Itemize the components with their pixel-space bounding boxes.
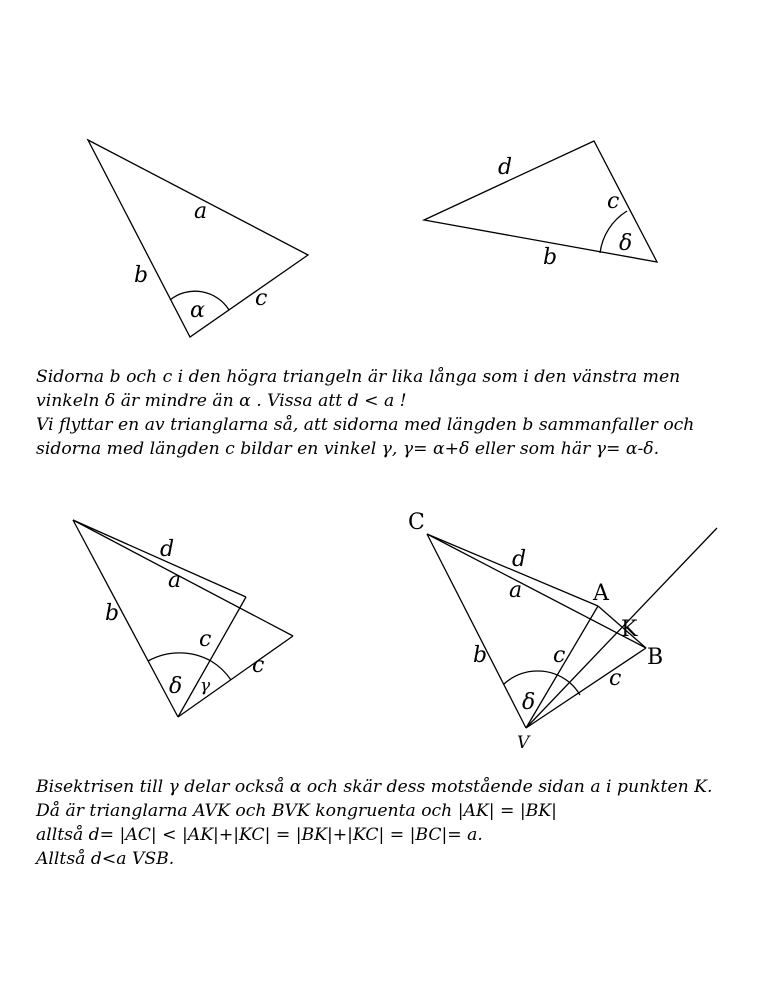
label-b: b — [134, 263, 149, 288]
label-a: a — [168, 568, 182, 593]
side-VB — [526, 648, 646, 728]
label-C: C — [408, 510, 425, 535]
label-gamma: γ — [200, 676, 211, 696]
angle-arc-inner — [148, 653, 211, 661]
label-c-outer: c — [252, 653, 265, 678]
label-b: b — [105, 601, 120, 626]
label-V: V — [517, 733, 530, 753]
proof-text — [36, 775, 756, 871]
side-c-outer — [178, 636, 293, 717]
text-line: Sidorna b och c i den högra triangeln är lika långa som i den vänstra men — [36, 367, 681, 387]
label-a: a — [509, 578, 523, 603]
label-d: d — [498, 155, 513, 180]
figure-1-triangle-alpha — [88, 140, 308, 337]
figure-2-triangle-delta — [424, 141, 657, 270]
label-d: d — [160, 537, 175, 562]
text-line: Bisektrisen till γ delar också α och skär dess motstående sidan a i punkten K. — [36, 777, 713, 797]
text-line: Vi flyttar en av trianglarna så, att sidorna med längden b sammanfaller och — [36, 415, 695, 435]
label-delta: δ — [169, 674, 183, 699]
angle-arc-outer — [211, 661, 231, 680]
label-K: K — [621, 617, 638, 642]
label-b: b — [543, 245, 558, 270]
label-delta: δ — [522, 690, 536, 715]
text-line: Då är trianglarna AVK och BVK kongruenta och |AK| = |BK| — [36, 801, 557, 821]
label-d: d — [512, 547, 527, 572]
label-a: a — [194, 199, 208, 224]
label-b: b — [473, 643, 488, 668]
label-A: A — [593, 581, 609, 606]
problem-statement — [36, 365, 756, 461]
angle-arc-extension — [569, 682, 580, 695]
text-line: vinkeln δ är mindre än α . Vissa att d < a ! — [36, 391, 407, 411]
label-delta: δ — [619, 231, 633, 256]
label-c-inner: c — [553, 643, 566, 668]
figure-4-bisector-construction — [408, 510, 717, 753]
label-c-outer: c — [609, 666, 622, 691]
text-line: Alltså d<a VSB. — [36, 849, 175, 869]
label-c-inner: c — [199, 627, 212, 652]
label-c: c — [607, 189, 620, 214]
text-line: sidorna med längden c bildar en vinkel γ, γ= α+δ eller som här γ= α-δ. — [36, 439, 660, 459]
label-c: c — [255, 286, 268, 311]
figure-3-overlapped-triangles — [73, 520, 293, 717]
label-alpha: α — [190, 298, 205, 323]
text-line: alltså d= |AC| < |AK|+|KC| = |BK|+|KC| = |BC|= a. — [36, 825, 483, 845]
label-B: B — [647, 645, 664, 670]
side-c-inner — [178, 597, 246, 717]
side-CB — [427, 534, 646, 648]
